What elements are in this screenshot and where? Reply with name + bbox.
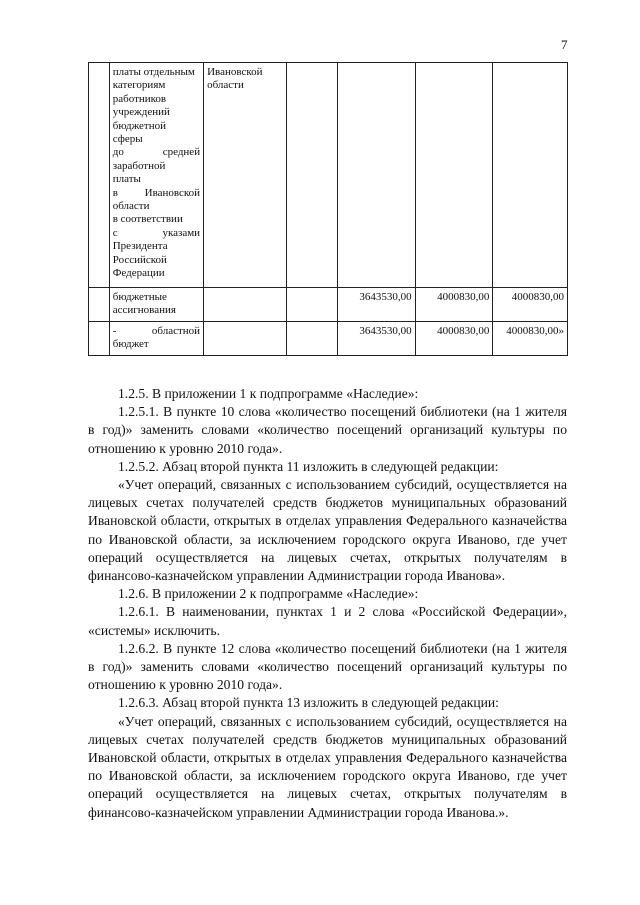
table-cell-value: 4000830,00 xyxy=(493,288,568,322)
cell-line: Ивановской xyxy=(207,66,263,78)
cell-line: - областной xyxy=(112,325,201,337)
cell-line: в соответствии xyxy=(112,213,183,226)
cell-line: области xyxy=(207,79,244,92)
paragraph: 1.2.6.1. В наименовании, пунктах 1 и 2 слова «Российской Федерации», «системы» исключить. xyxy=(88,604,567,638)
cell-line: бюджетной xyxy=(112,119,167,132)
table-cell-executor xyxy=(204,63,287,288)
page-number: 7 xyxy=(561,37,568,52)
table-cell-value: 3643530,00 xyxy=(337,322,415,356)
paragraph: 1.2.5.1. В пункте 10 слова «количество посещений библиотеки (на 1 жителя в год)» заменить словами «количество посещений организаций культуры по отношению к уровню 2010 года». xyxy=(88,404,567,456)
cell-line: платы отдельным xyxy=(112,66,195,78)
paragraph: 1.2.5. В приложении 1 к подпрограмме «Наследие»: xyxy=(118,386,419,401)
paragraph: «Учет операций, связанных с использованием субсидий, осуществляется на лицевых счетах получателей средств бюджетов муниципальных образований Ивановской области, открытых в отделах управления Федерального казначейства по Ивановской области, за исключением городского округа Иваново, где учет операций осуществляется на лицевых счетах, открытых получателям в финансово-казначейском управлении Администрации города Иванова». xyxy=(88,477,567,584)
cell-line: в Ивановской xyxy=(112,186,201,199)
paragraph: «Учет операций, связанных с использованием субсидий, осуществляется на лицевых счетах получателей средств бюджетов муниципальных образований Ивановской области, открытых в отделах управления Федерального казначейства по Ивановской области, за исключением городского округа Иваново, где учет операций осуществляется на лицевых счетах, открытых получателям в финансово-казначейском управлении Администрации города Иванова.». xyxy=(88,713,567,820)
cell-line: Президента xyxy=(112,240,168,253)
table-cell-empty xyxy=(287,322,338,356)
table-cell-index xyxy=(89,63,110,288)
table-cell-name xyxy=(109,322,203,356)
cell-line: бюджет xyxy=(112,338,149,351)
cell-line: работников xyxy=(112,92,167,105)
table-row xyxy=(89,322,568,356)
table-cell-value: 4000830,00 xyxy=(415,322,493,356)
table-cell-executor xyxy=(204,288,287,322)
table-cell-name xyxy=(109,288,203,322)
paragraph: 1.2.5.2. Абзац второй пункта 11 изложить в следующей редакции: xyxy=(118,458,499,474)
cell-line: Российской xyxy=(112,253,167,266)
table-row xyxy=(89,63,568,288)
table-cell-value: 3643530,00 xyxy=(337,288,415,322)
table-cell-empty xyxy=(287,288,338,322)
table-cell-name xyxy=(109,63,203,288)
cell-line: Федерации xyxy=(112,267,165,280)
table-cell-empty xyxy=(287,63,338,288)
table-cell-value: 4000830,00» xyxy=(493,322,568,356)
document-body xyxy=(88,385,567,822)
cell-line: области xyxy=(112,200,150,213)
table-cell-executor xyxy=(204,322,287,356)
table-row xyxy=(89,288,568,322)
cell-line: до средней xyxy=(112,146,201,159)
table-cell-empty xyxy=(337,63,415,288)
cell-line: заработной xyxy=(112,159,166,172)
table-cell-index xyxy=(89,322,110,356)
table-cell-empty xyxy=(493,63,568,288)
cell-line: ассигнования xyxy=(112,304,176,317)
paragraph: 1.2.6.3. Абзац второй пункта 13 изложить в следующей редакции: xyxy=(118,695,499,711)
cell-line: платы xyxy=(112,173,141,186)
cell-line: категориям xyxy=(112,79,166,92)
cell-line: с указами xyxy=(112,226,201,239)
cell-line: сферы xyxy=(112,133,143,146)
table-cell-empty xyxy=(415,63,493,288)
cell-line: учреждений xyxy=(112,106,170,119)
table-cell-index xyxy=(89,288,110,322)
paragraph: 1.2.6.2. В пункте 12 слова «количество посещений библиотеки (на 1 жителя в год)» заменить словами «количество посещений организаций культуры по отношению к уровню 2010 года». xyxy=(88,640,567,693)
paragraph: 1.2.6. В приложении 2 к подпрограмме «Наследие»: xyxy=(118,586,419,602)
table-cell-value: 4000830,00 xyxy=(415,288,493,322)
cell-line: бюджетные xyxy=(112,291,167,303)
budget-table xyxy=(88,62,568,356)
